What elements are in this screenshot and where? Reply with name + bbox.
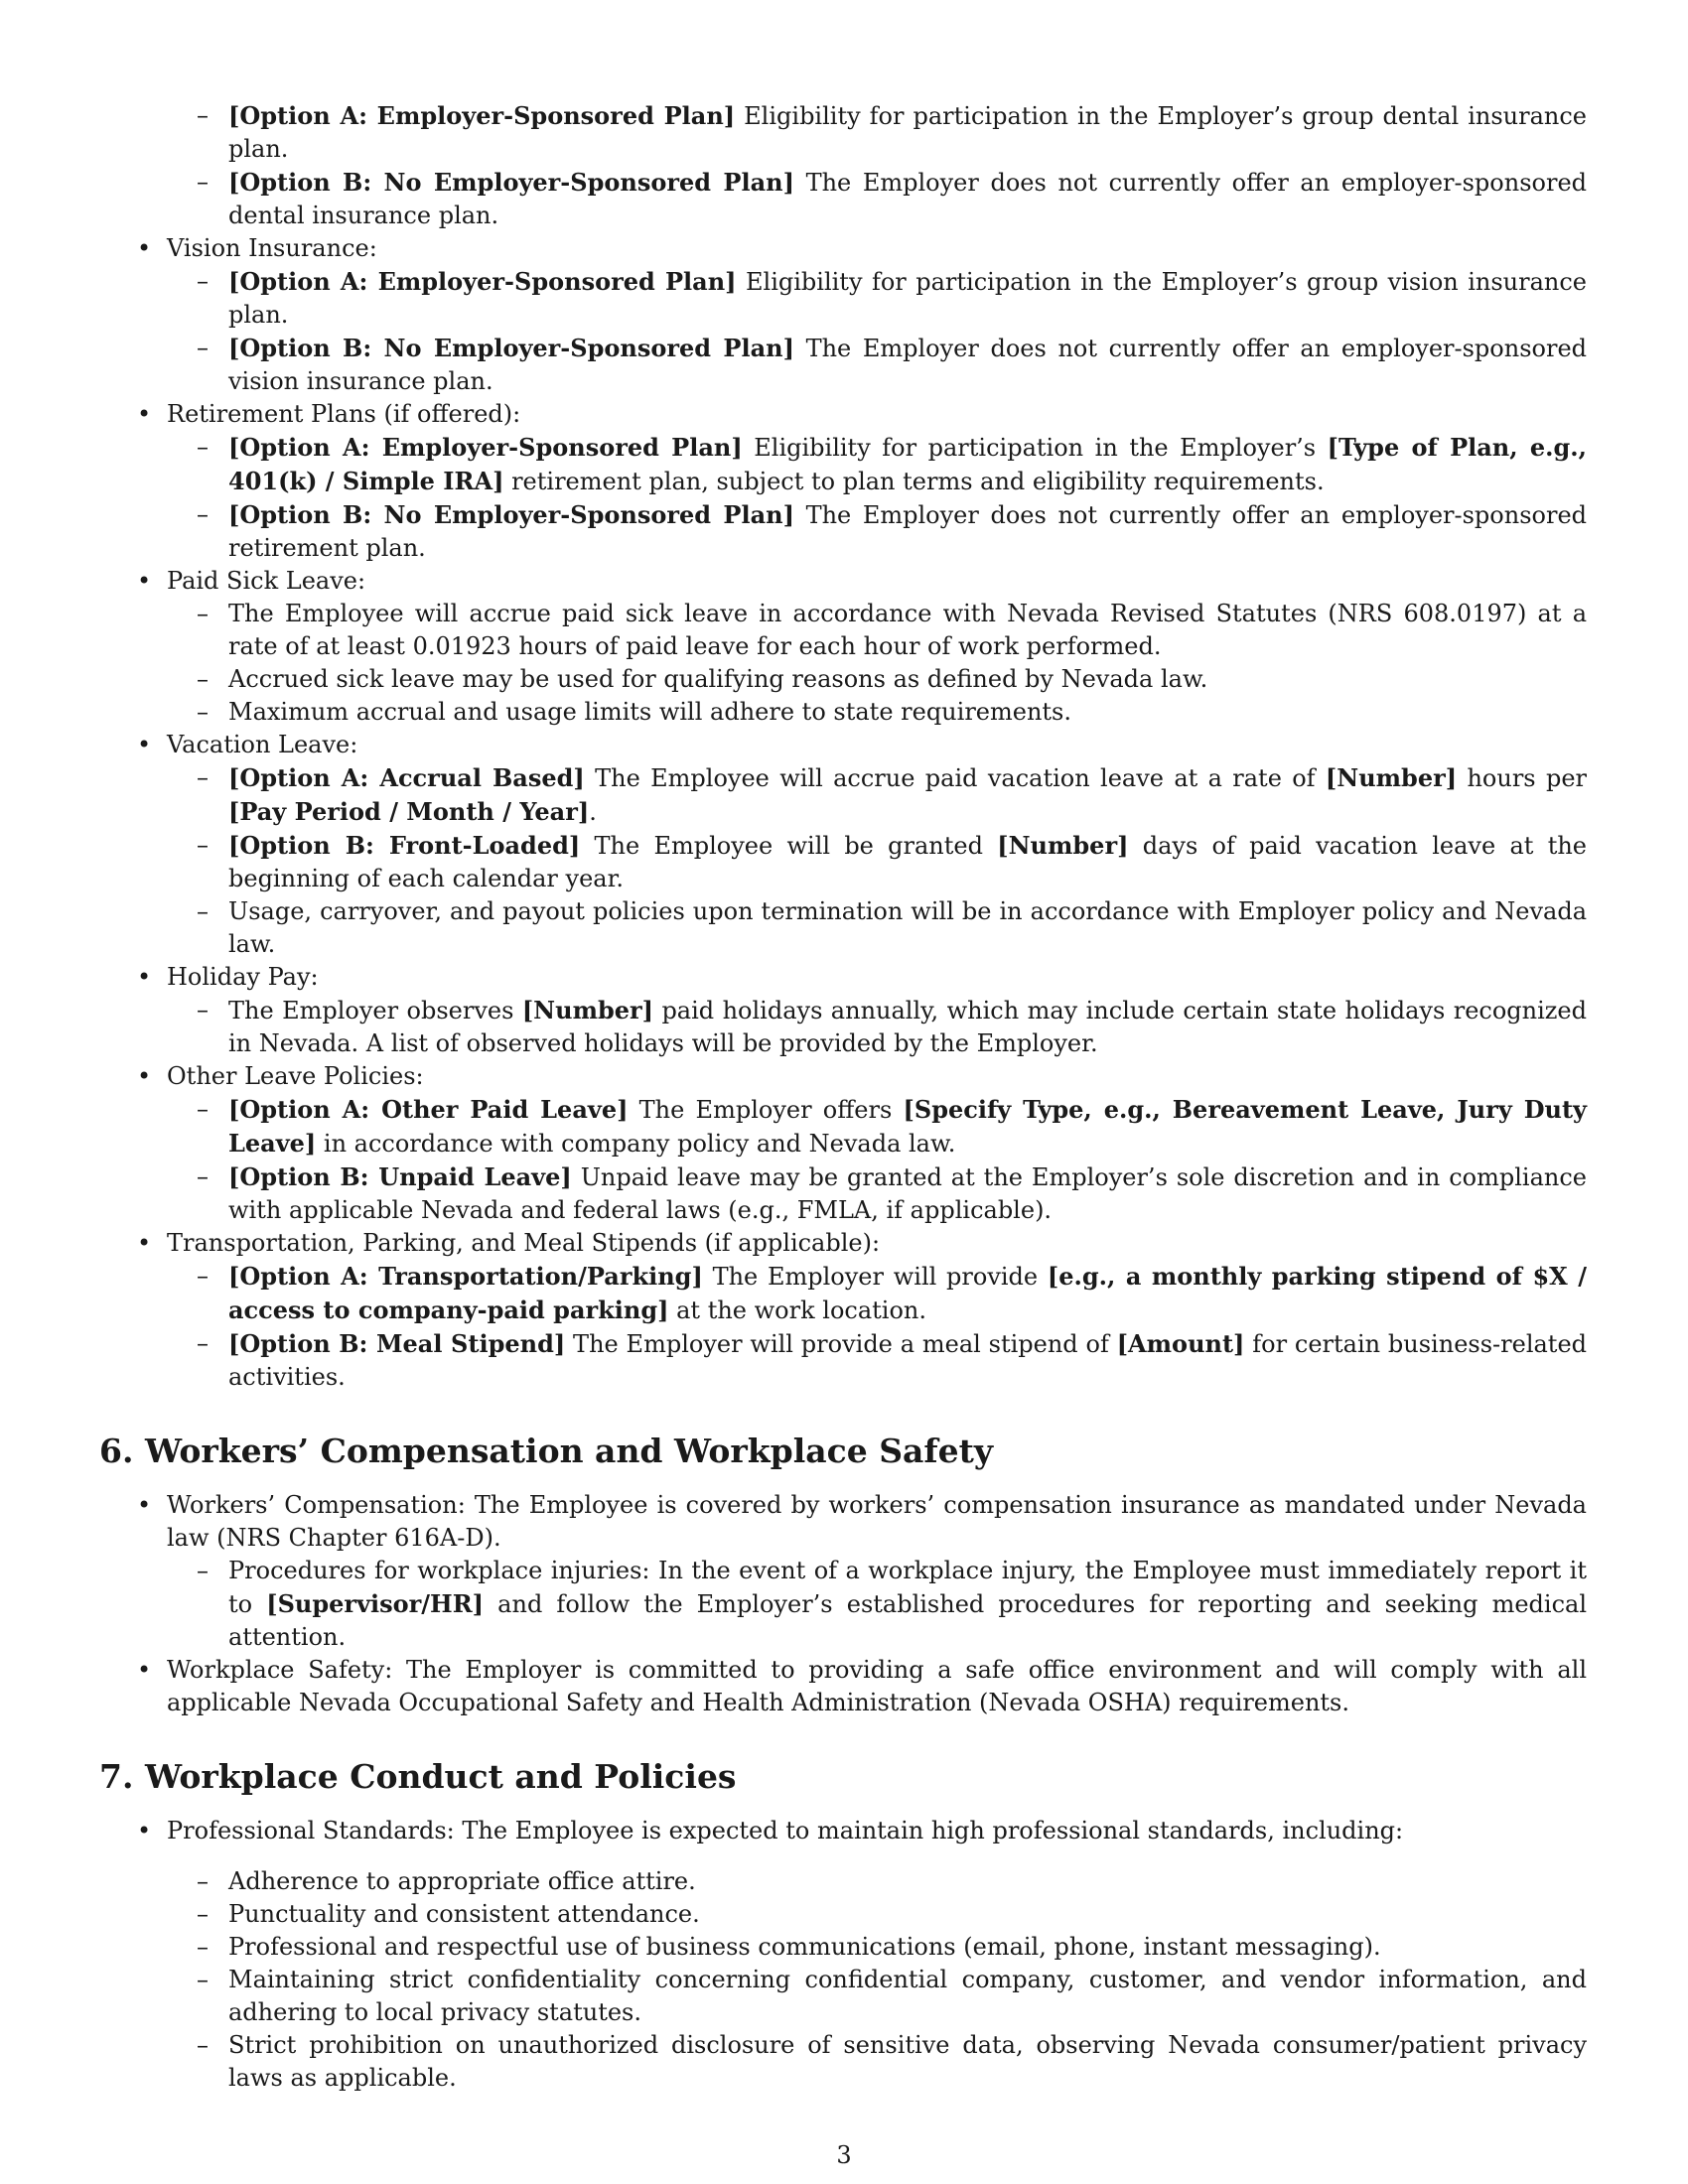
text-run: Professional and respectful use of business communications (email, phone, instant messaging).: [228, 1933, 1381, 1961]
text-run: Workers’ Compensation: The Employee is covered by workers’ compensation insurance as mandated under Nevada law (NRS Chapter 616A-D).: [167, 1491, 1587, 1552]
sub-item: [99, 2029, 1587, 2095]
bullet-marker: •: [137, 1229, 152, 1257]
section-7-list: [99, 1815, 1587, 2095]
dash-marker: –: [197, 1095, 209, 1123]
placeholder-bold: [Number]: [1325, 763, 1458, 792]
dash-marker: –: [197, 1162, 209, 1190]
placeholder-bold: [Option B: No Employer-Sponsored Plan]: [228, 168, 794, 197]
bullet-marker: •: [137, 400, 152, 428]
bullet-item: [99, 1060, 1587, 1093]
dash-marker: –: [197, 897, 209, 925]
placeholder-bold: [Option B: Front-Loaded]: [228, 831, 581, 860]
text-run: The Employer offers: [628, 1096, 904, 1124]
bullet-item: [99, 565, 1587, 598]
text-run: Vision Insurance:: [167, 234, 377, 262]
placeholder-bold: [Option A: Other Paid Leave]: [228, 1095, 629, 1124]
placeholder-bold: [Number]: [521, 996, 654, 1024]
text-run: for certain business-related activities.: [228, 1330, 1588, 1391]
text-run: and follow the Employer’s established procedures for reporting and seeking medical attention.: [228, 1590, 1587, 1651]
placeholder-bold: [Option B: Unpaid Leave]: [228, 1162, 572, 1191]
text-run: Usage, carryover, and payout policies upon termination will be in accordance with Employer policy and Nevada law.: [228, 897, 1587, 958]
text-run: The Employer observes: [228, 997, 522, 1024]
bullet-marker: •: [137, 234, 152, 262]
text-run: Vacation Leave:: [167, 731, 358, 758]
dash-marker: –: [197, 1900, 209, 1928]
page-number: 3: [836, 2141, 852, 2169]
section-6-list: [99, 1489, 1587, 1719]
dash-marker: –: [197, 1329, 209, 1357]
dash-marker: –: [197, 433, 209, 461]
dash-marker: –: [197, 334, 209, 361]
page-content: [99, 99, 1587, 2095]
section-7-heading: [99, 1755, 1587, 1799]
text-run: Workplace Safety: The Employer is committed to providing a safe office environment and will comply with all applicable Nevada Occupational Safety and Health Administration (Nevada OSHA) requirements.: [167, 1656, 1587, 1716]
placeholder-bold: [Pay Period / Month / Year]: [228, 797, 590, 826]
text-run: Retirement Plans (if offered):: [167, 400, 521, 428]
dash-marker: –: [197, 665, 209, 693]
sub-item: [99, 994, 1587, 1060]
text-run: Adherence to appropriate office attire.: [228, 1867, 696, 1895]
section-6-number: 6.: [99, 1432, 134, 1470]
dash-marker: –: [197, 500, 209, 528]
text-run: The Employer will provide a meal stipend of: [565, 1330, 1117, 1358]
sub-item: [99, 1931, 1587, 1964]
text-run: Accrued sick leave may be used for qualifying reasons as defined by Nevada law.: [228, 665, 1208, 693]
dash-marker: –: [197, 1262, 209, 1290]
sub-item: [99, 761, 1587, 829]
sub-item: [99, 166, 1587, 232]
text-run: Transportation, Parking, and Meal Stipends (if applicable):: [167, 1229, 881, 1257]
text-run: days of paid vacation leave at the beginning of each calendar year.: [228, 832, 1588, 892]
bullet-marker: •: [137, 1062, 152, 1090]
dash-marker: –: [197, 1966, 209, 1993]
text-run: .: [589, 798, 597, 826]
text-run: The Employer does not currently offer an employer-sponsored retirement plan.: [228, 501, 1588, 562]
placeholder-bold: [Option A: Accrual Based]: [228, 763, 585, 792]
text-run: in accordance with company policy and Nevada law.: [316, 1130, 956, 1158]
placeholder-bold: [Amount]: [1116, 1329, 1245, 1358]
placeholder-bold: [Option A: Employer-Sponsored Plan]: [228, 101, 736, 130]
sub-item: [99, 431, 1587, 498]
placeholder-bold: [Supervisor/HR]: [266, 1589, 485, 1618]
placeholder-bold: [Option B: Meal Stipend]: [228, 1329, 566, 1358]
placeholder-bold: [Type of Plan, e.g., 401(k) / Simple IRA]: [228, 433, 1587, 495]
text-run: Other Leave Policies:: [167, 1062, 424, 1090]
text-run: Punctuality and consistent attendance.: [228, 1900, 700, 1928]
text-run: The Employer does not currently offer an employer-sponsored vision insurance plan.: [228, 335, 1588, 395]
placeholder-bold: [Option A: Employer-Sponsored Plan]: [228, 433, 743, 462]
placeholder-bold: [Option B: No Employer-Sponsored Plan]: [228, 500, 794, 529]
sub-item: [99, 1327, 1587, 1394]
text-run: retirement plan, subject to plan terms and eligibility requirements.: [503, 468, 1325, 495]
sub-item: [99, 1964, 1587, 2029]
dash-marker: –: [197, 698, 209, 726]
bullet-item: [99, 398, 1587, 431]
section-7-number: 7.: [99, 1757, 134, 1796]
text-run: Paid Sick Leave:: [167, 567, 366, 595]
text-run: The Employee will be granted: [580, 832, 998, 860]
section-7-title: Workplace Conduct and Policies: [145, 1757, 737, 1796]
placeholder-bold: [Number]: [997, 831, 1129, 860]
dash-marker: –: [197, 267, 209, 295]
bullet-marker: •: [137, 963, 152, 991]
bullet-marker: •: [137, 1491, 152, 1519]
text-run: The Employer will provide: [702, 1263, 1048, 1291]
text-run: hours per: [1457, 764, 1587, 792]
bullet-marker: •: [137, 1817, 152, 1844]
dash-marker: –: [197, 1867, 209, 1895]
bullet-marker: •: [137, 731, 152, 758]
benefits-list: [99, 99, 1587, 1394]
sub-item: [99, 663, 1587, 696]
sub-item: [99, 829, 1587, 895]
bullet-item: [99, 729, 1587, 761]
sub-item: [99, 1093, 1587, 1160]
bullet-item: [99, 1815, 1587, 1847]
sub-item: [99, 1865, 1587, 1898]
text-run: paid holidays annually, which may include certain state holidays recognized in Nevada. A list of observed holidays will be provided by the Employer.: [228, 997, 1587, 1057]
bullet-item: [99, 1227, 1587, 1260]
dash-marker: –: [197, 101, 209, 129]
bullet-marker: •: [137, 1656, 152, 1684]
text-run: at the work location.: [668, 1297, 926, 1324]
dash-marker: –: [197, 168, 209, 196]
text-run: The Employee will accrue paid vacation leave at a rate of: [584, 764, 1326, 792]
text-run: The Employee will accrue paid sick leave in accordance with Nevada Revised Statutes (NRS 608.0197) at a rate of at least 0.01923 hours of paid leave for each hour of work performed.: [228, 600, 1587, 660]
sub-item: [99, 1555, 1587, 1654]
dash-marker: –: [197, 831, 209, 859]
sub-item: [99, 265, 1587, 332]
text-run: Holiday Pay:: [167, 963, 319, 991]
bullet-item: [99, 1489, 1587, 1555]
text-run: Professional Standards: The Employee is expected to maintain high professional standards, including:: [167, 1817, 1404, 1844]
placeholder-bold: [Option B: No Employer-Sponsored Plan]: [228, 334, 794, 362]
bullet-item: [99, 1654, 1587, 1719]
text-run: Maintaining strict confidentiality concerning confidential company, customer, and vendor information, and adhering to local privacy statutes.: [228, 1966, 1587, 2026]
sub-item: [99, 332, 1587, 398]
text-run: Eligibility for participation in the Employer’s group dental insurance plan.: [228, 102, 1587, 163]
placeholder-bold: [Option A: Transportation/Parking]: [228, 1262, 703, 1291]
placeholder-bold: [Specify Type, e.g., Bereavement Leave, Jury Duty Leave]: [228, 1095, 1587, 1158]
dash-marker: –: [197, 996, 209, 1024]
sub-item: [99, 598, 1587, 663]
list-gap: [99, 1847, 1587, 1865]
section-6-heading: [99, 1430, 1587, 1473]
bullet-item: [99, 232, 1587, 265]
sub-item: [99, 895, 1587, 961]
section-6-title: Workers’ Compensation and Workplace Safety: [145, 1432, 994, 1470]
dash-marker: –: [197, 2031, 209, 2059]
placeholder-bold: [e.g., a monthly parking stipend of $X / access to company-paid parking]: [228, 1262, 1588, 1324]
bullet-marker: •: [137, 567, 152, 595]
sub-item: [99, 1260, 1587, 1327]
sub-item: [99, 1160, 1587, 1227]
sub-item: [99, 1898, 1587, 1931]
placeholder-bold: [Option A: Employer-Sponsored Plan]: [228, 267, 737, 296]
text-run: The Employer does not currently offer an employer-sponsored dental insurance plan.: [228, 169, 1588, 229]
text-run: Procedures for workplace injuries: In the event of a workplace injury, the Employee must immediately report it to: [228, 1557, 1587, 1618]
dash-marker: –: [197, 600, 209, 627]
bullet-item: [99, 961, 1587, 994]
sub-item: [99, 99, 1587, 166]
text-run: Maximum accrual and usage limits will adhere to state requirements.: [228, 698, 1071, 726]
text-run: Eligibility for participation in the Employer’s: [742, 434, 1328, 462]
dash-marker: –: [197, 1933, 209, 1961]
sub-item: [99, 498, 1587, 565]
text-run: Eligibility for participation in the Employer’s group vision insurance plan.: [228, 268, 1588, 329]
dash-marker: –: [197, 763, 209, 791]
dash-marker: –: [197, 1557, 209, 1584]
text-run: Strict prohibition on unauthorized disclosure of sensitive data, observing Nevada consumer/patient privacy laws as applicable.: [228, 2031, 1587, 2092]
sub-item: [99, 696, 1587, 729]
text-run: Unpaid leave may be granted at the Employer’s sole discretion and in compliance with applicable Nevada and federal laws (e.g., FMLA, if applicable).: [228, 1163, 1587, 1224]
